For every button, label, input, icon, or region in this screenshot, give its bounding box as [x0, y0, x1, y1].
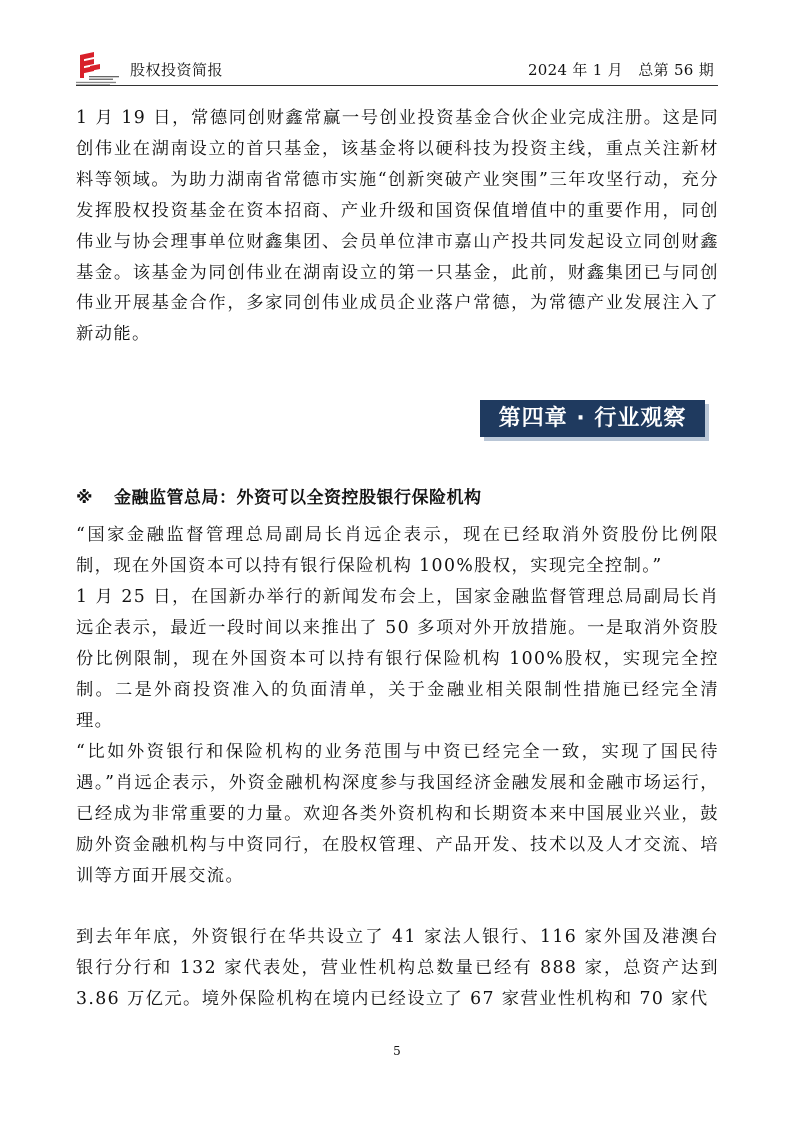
reference-mark: ※: [76, 488, 94, 508]
section-title: 金融监管总局：外资可以全资控股银行保险机构: [114, 488, 482, 508]
association-logo-icon: [76, 52, 122, 86]
chapter-title: 第四章 · 行业观察: [480, 400, 705, 437]
page-header: [76, 50, 718, 82]
issue-info: 2024 年 1 月 总第 56 期: [527, 61, 714, 79]
header-divider: [76, 85, 718, 86]
section-heading: [76, 483, 719, 508]
body-paragraph: “比如外资银行和保险机构的业务范围与中资已经完全一致，实现了国民待遇。”肖远企表示，外资金融机构深度参与我国经济金融发展和金融市场运行，已经成为非常重要的力量。欢迎各类外资机构和长期资本来中国展业兴业，鼓励外资金融机构与中资同行，在股权管理、产品开发、技术以及人才交流、培训等方面开展交流。: [76, 742, 719, 886]
body-paragraph: 1 月 25 日，在国新办举行的新闻发布会上，国家金融监督管理总局副局长肖远企表示，最近一段时间以来推出了 50 多项对外开放措施。一是取消外资股份比例限制，现在外国资本可以持有银行保险机构 100%股权，实现完全控制。二是外商投资准入的负面清单，关于金融业相关限制性措施已经完全清理。: [76, 587, 719, 731]
publication-title: 股权投资简报: [130, 61, 224, 79]
intro-paragraph: 1 月 19 日，常德同创财鑫常赢一号创业投资基金合伙企业完成注册。这是同创伟业在湖南设立的首只基金，该基金将以硬科技为投资主线，重点关注新材料等领域。为助力湖南省常德市实施“创新突破产业突围”三年攻坚行动，充分发挥股权投资基金在资本招商、产业升级和国资保值增值中的重要作用，同创伟业与协会理事单位财鑫集团、会员单位津市嘉山产投共同发起设立同创财鑫基金。该基金为同创伟业在湖南设立的第一只基金，此前，财鑫集团已与同创伟业开展基金合作，多家同创伟业成员企业落户常德，为常德产业发展注入了新动能。: [76, 108, 719, 345]
body-paragraph: “国家金融监督管理总局副局长肖远企表示，现在已经取消外资股份比例限制，现在外国资本可以持有银行保险机构 100%股权，实现完全控制。”: [76, 525, 719, 576]
page-number: 5: [393, 1044, 401, 1058]
body-paragraph: 到去年年底，外资银行在华共设立了 41 家法人银行、116 家外国及港澳台银行分行和 132 家代表处，营业性机构总数量已经有 888 家，总资产达到 3.86 万亿元。境外保险机构在境内已经设立了 67 家营业性机构和 70 家代: [76, 927, 719, 1009]
